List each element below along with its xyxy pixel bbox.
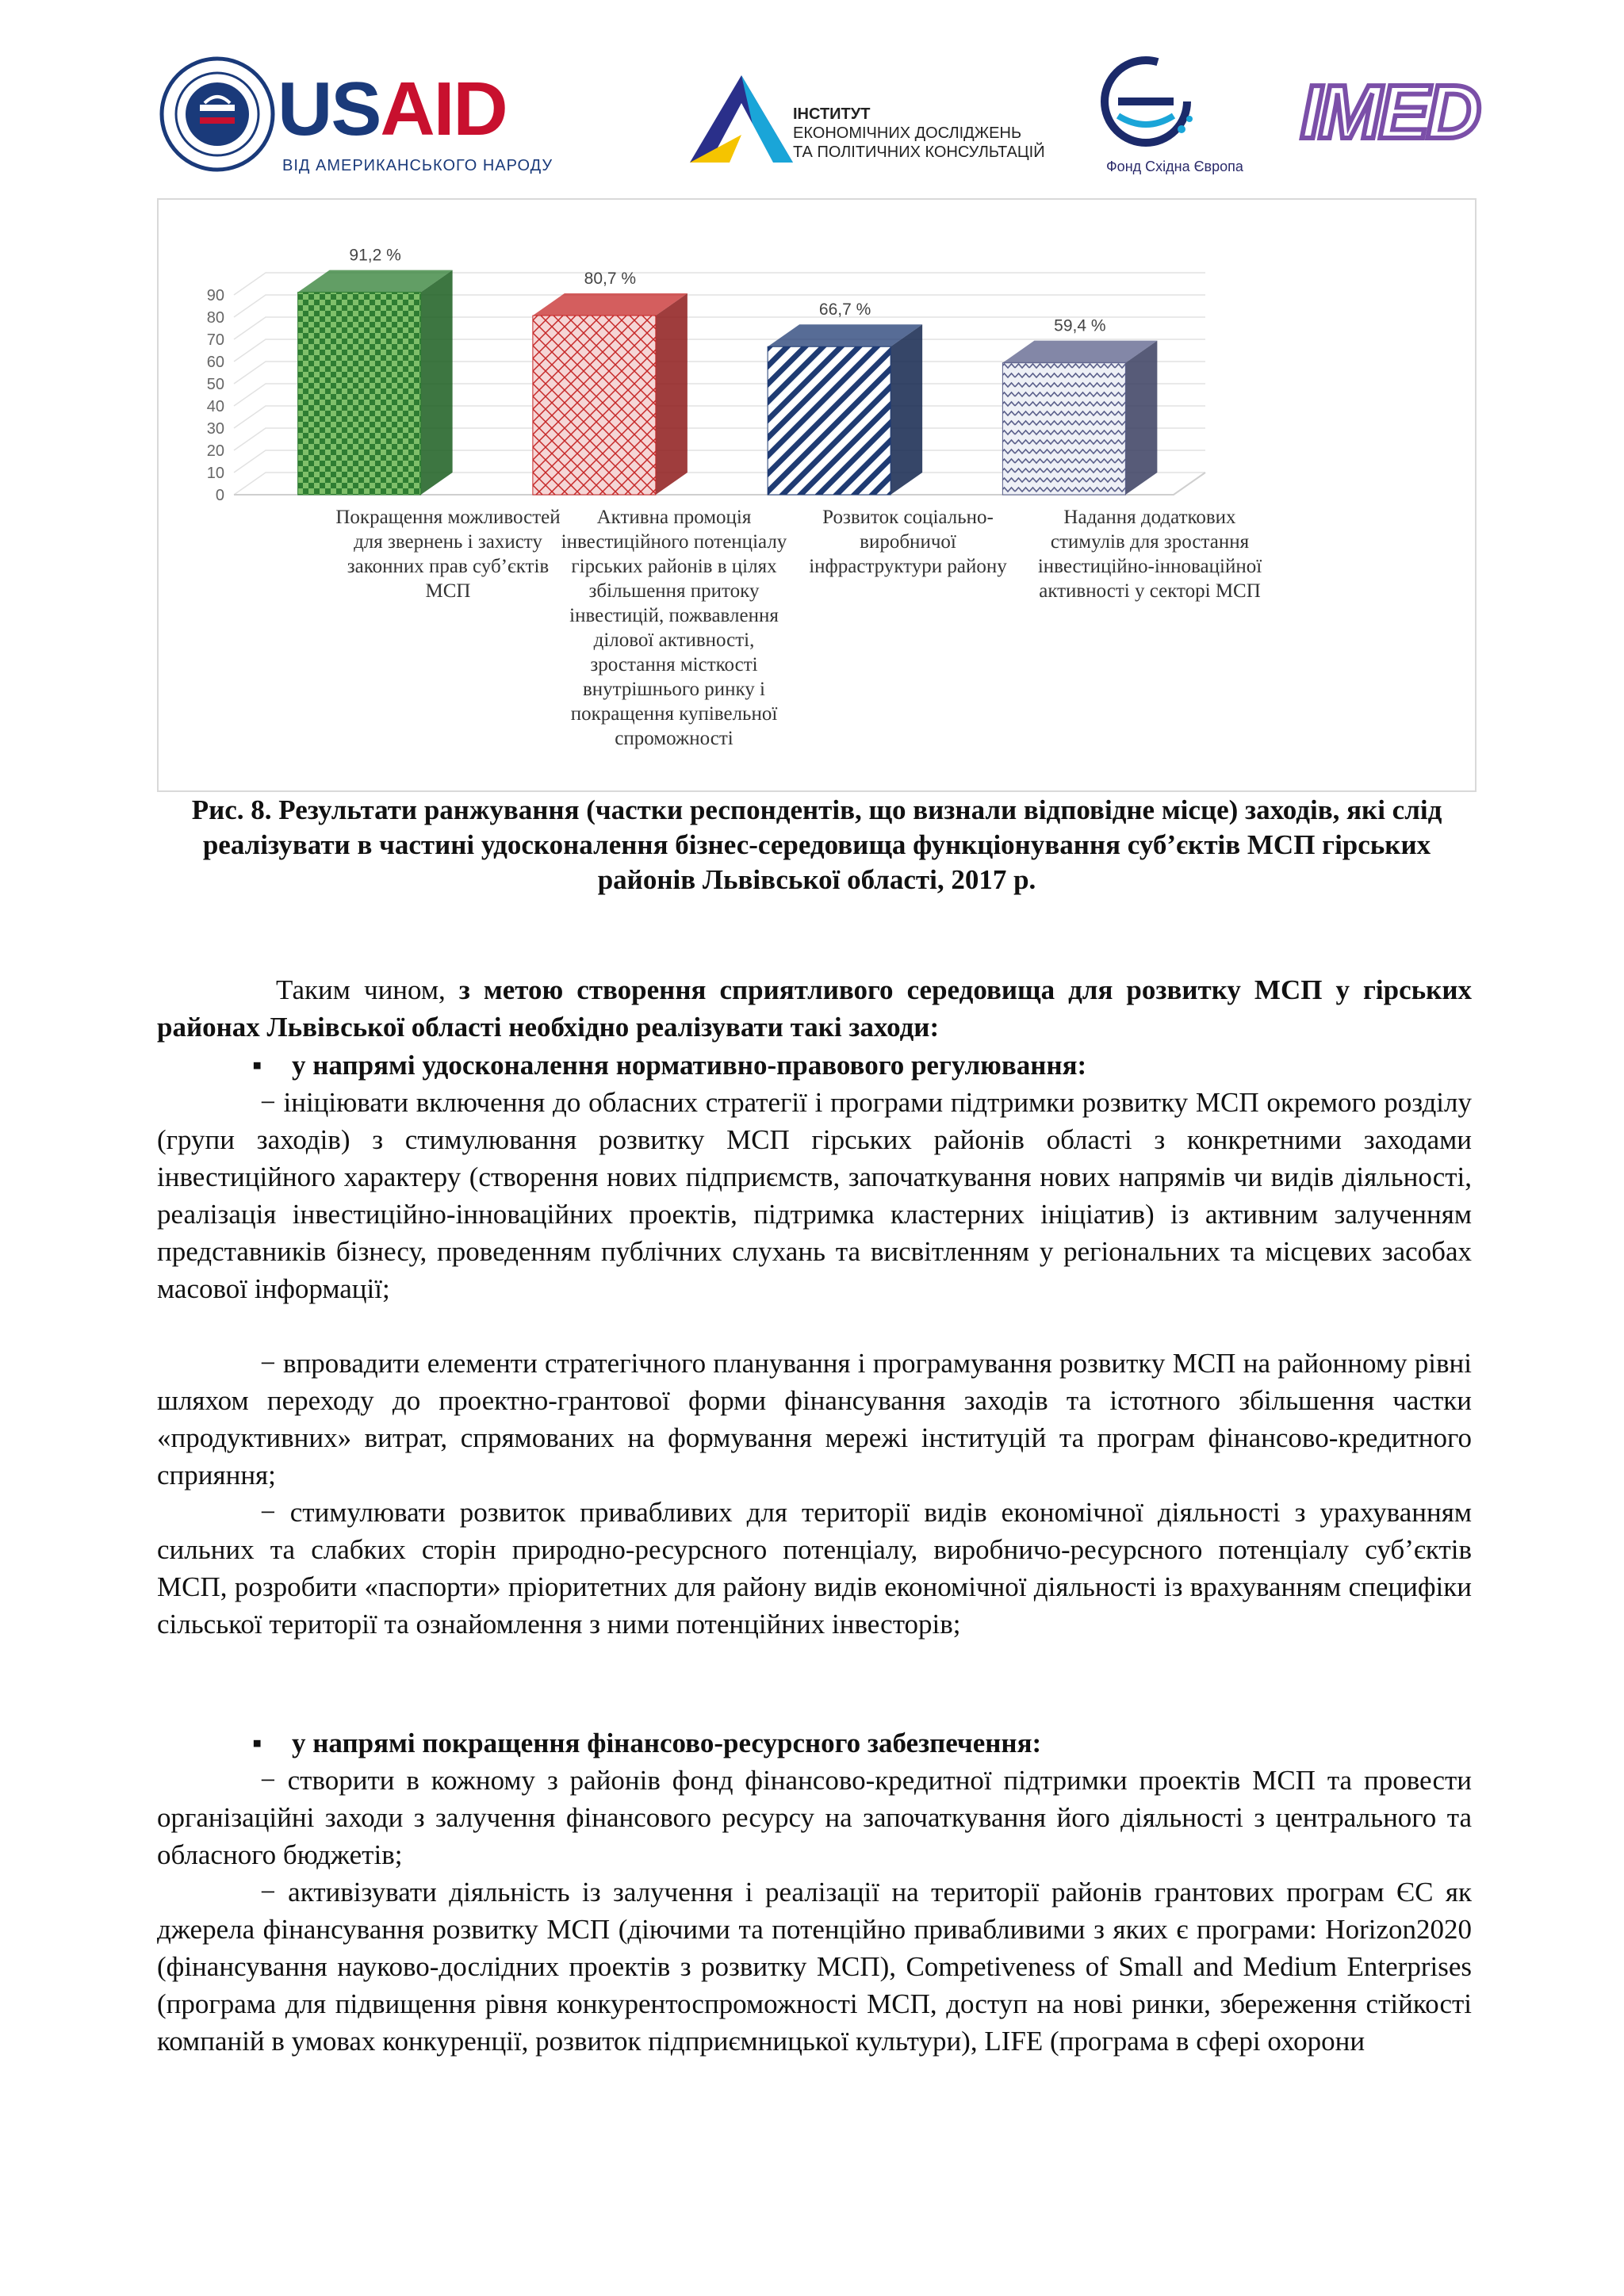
category-label-line: спроможності (615, 728, 733, 749)
fse-logo-icon (1094, 54, 1197, 149)
category-label-line: гірських районів в цілях (571, 556, 777, 577)
usaid-tagline: ВІД АМЕРИКАНСЬКОГО НАРОДУ (282, 157, 553, 174)
y-tick-label: 90 (206, 287, 224, 304)
bullet-2-icon: ▪ (252, 1728, 262, 1758)
intro-paragraph: Таким чином, з метою створення сприятливого середовища для розвитку МСП у гірських районах Львівської області необхідно реалізувати такі заходи: (157, 974, 1472, 1043)
section-1-item-1: − ініціювати включення до обласних стратегії і програми підтримки розвитку МСП окремого розділу (групи заходів) з стимулювання розвитку МСП гірських районів області з конкретними заходами інвестиційного характеру (створення нових підприємств, започаткування нових напрямів чи видів діяльності, реалізація інвестиційно-інноваційних проектів, підтримка кластерних ініціатив) із активним залученням представників бізнесу, проведенням публічних слухань та висвітленням у регіональних та місцевих засобах масової інформації; (157, 1087, 1472, 1304)
category-label-line: внутрішнього ринку і (582, 679, 766, 700)
data-label: 80,7 % (584, 270, 637, 289)
category-label-line: інфраструктури району (809, 556, 1007, 577)
category-label-line: інвестиційно-інноваційної (1037, 556, 1262, 577)
y-tick-label: 20 (206, 442, 224, 460)
usaid-wordmark: USAID (278, 67, 507, 151)
category-label-line: Розвиток соціально- (822, 507, 994, 528)
ier-logo-text: ІНСТИТУТ ЕКОНОМІЧНИХ ДОСЛІДЖЕНЬ ТА ПОЛІТИЧНИХ КОНСУЛЬТАЦІЙ (793, 105, 1045, 161)
section-2-item-1: − створити в кожному з районів фонд фінансово-кредитної підтримки проектів МСП та провести організаційні заходи з залучення фінансового ресурсу на започаткування його діяльності з центрального та обласного бюджетів; (157, 1765, 1472, 1870)
category-label-line: зростання місткості (590, 654, 758, 675)
y-tick-label: 50 (206, 376, 224, 393)
category-label-line: Покращення можливостей (335, 507, 561, 528)
y-tick-label: 0 (215, 487, 224, 504)
category-label-line: Надання додаткових (1063, 507, 1236, 528)
section-1-item-3: − стимулювати розвиток привабливих для території видів економічної діяльності з урахуванням сильних та слабких сторін природно-ресурсного потенціалу, виробничо-ресурсного потенціалу суб’єктів МСП, розробити «паспорти» пріоритетних для району видів економічної діяльності із врахуванням специфіки сільської території та ознайомлення з ними потенційних інвесторів; (157, 1497, 1472, 1640)
section-2-item-2: − активізувати діяльність із залучення і реалізації на території районів грантових програм ЄС як джерела фінансування розвитку МСП (діючими та потенційно привабливими з яких є програми: Horizon2020 (фінансування науково-дослідних проектів з розвитку МСП), Competiveness of Small and Medium Enterprises (програма для підвищення рівня конкурентоспроможності МСП, доступ на нові ринки, збереження стійкості компаній в умовах конкуренції, розвиток підприємницької культури), LIFE (програма в сфері охорони (157, 1877, 1472, 2057)
category-label-2 (559, 505, 789, 751)
fse-logo-text: Фонд Східна Європа (1106, 159, 1243, 174)
section-1-item-2: − впровадити елементи стратегічного планування і програмування розвитку МСП на районному рівні шляхом переходу до проектно-грантової форми фінансування заходів та істотного збільшення частки «продуктивних» витрат, спрямованих на формування мережі інституцій та програм фінансово-кредитного сприяння; (157, 1348, 1472, 1490)
y-tick-label: 30 (206, 420, 224, 438)
category-label-line: збільшення притоку (588, 580, 760, 602)
svg-text:IMED: IMED (1300, 70, 1478, 155)
ier-triangle-icon (682, 71, 801, 166)
section-2-heading: у напрямі покращення фінансово-ресурсного забезпечення: (292, 1728, 1042, 1758)
header-logos (0, 24, 1624, 182)
category-label-line: Активна промоція (596, 507, 752, 528)
category-label-1 (333, 505, 563, 603)
category-label-3 (801, 505, 1015, 579)
bar (1002, 341, 1157, 495)
y-tick-label: 60 (206, 354, 224, 371)
category-label-line: законних прав суб’єктів (347, 556, 550, 577)
y-tick-label: 70 (206, 331, 224, 349)
category-label-4 (1031, 505, 1269, 603)
category-label-line: для звернень і захисту (354, 531, 542, 553)
imed-logo (1293, 59, 1491, 162)
category-label-line: інвестиційного потенціалу (561, 531, 787, 553)
data-label: 91,2 % (349, 246, 401, 265)
data-label: 66,7 % (818, 300, 871, 320)
category-label-line: ділової активності, (593, 629, 755, 651)
y-tick-label: 10 (206, 465, 224, 482)
bar (298, 270, 453, 495)
bar (533, 293, 688, 495)
section-1-heading: у напрямі удосконалення нормативно-правового регулювання: (292, 1050, 1087, 1081)
chart-figure (157, 198, 1477, 792)
category-label-line: виробничої (860, 531, 956, 553)
category-label-line: активності у секторі МСП (1039, 580, 1261, 602)
bar-chart (159, 200, 1475, 790)
category-label-line: покращення купівельної (570, 703, 778, 725)
data-label: 59,4 % (1054, 316, 1106, 335)
figure-caption: Рис. 8. Результати ранжування (частки респондентів, що визнали відповідне місце) заходів, які слід реалізувати в частині удосконалення бізнес-середовища функціонування суб’єктів МСП гірських районів Львівської області, 2017 р. (191, 794, 1442, 895)
bullet-1-icon: ▪ (252, 1050, 262, 1081)
y-tick-label: 40 (206, 398, 224, 415)
bar (768, 324, 922, 495)
category-label-line: МСП (425, 580, 471, 602)
y-tick-label: 80 (206, 309, 224, 327)
category-label-line: стимулів для зростання (1050, 531, 1250, 553)
usaid-seal-icon (159, 55, 276, 173)
category-label-line: інвестицій, пожвавлення (569, 605, 779, 626)
